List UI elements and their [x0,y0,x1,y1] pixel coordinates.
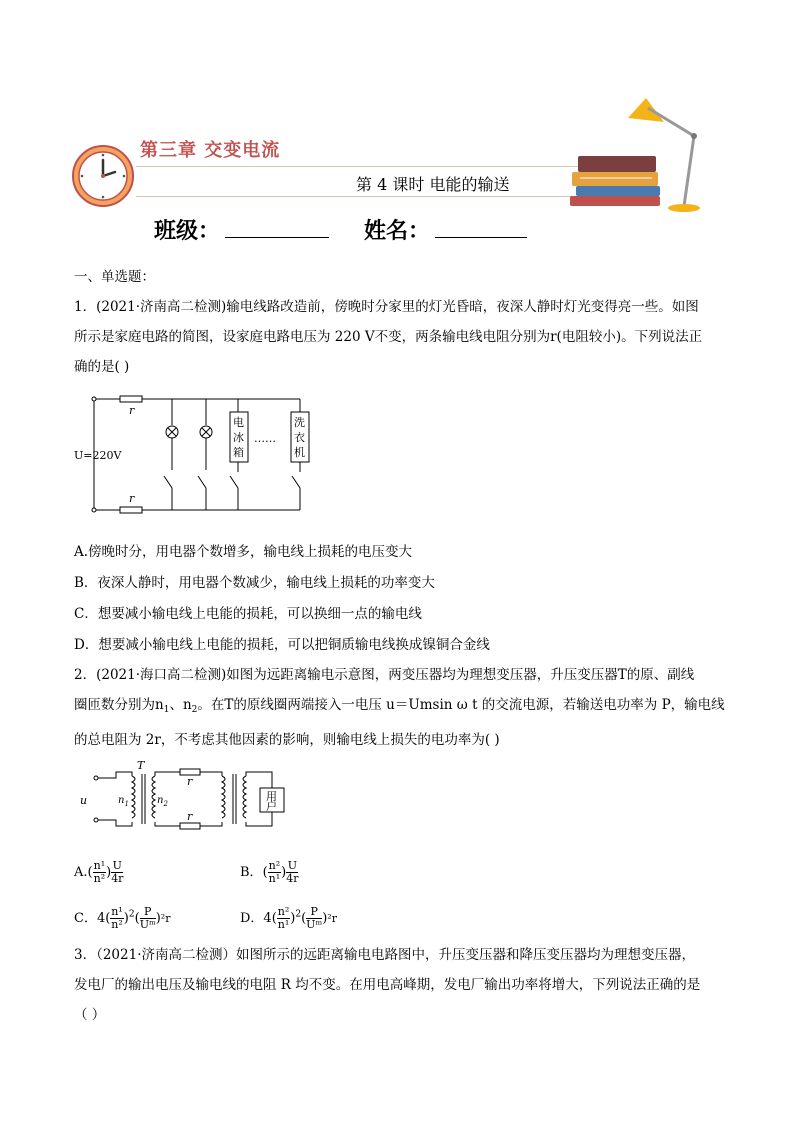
q2-b-frac [286,860,298,885]
q2-a-ratio-bottom: n² [93,872,106,885]
lesson-title: 第 4 课时 电能的输送 [356,175,510,194]
q2-c-ratio-bottom: n² [111,918,123,931]
class-blank[interactable] [225,217,329,238]
q1-line-1: 1．(2021·济南高二检测)输电线路改造前，傍晚时分家里的灯光昏暗，夜深人静时灯光变得亮一些。如图 [74,299,699,315]
clock-icon [70,144,136,208]
question-1 [74,296,734,378]
q1-option-c[interactable]: C．想要减小输电线上电能的损耗，可以换细一点的输电线 [74,606,422,622]
q2-d-frac-top: P [306,906,322,919]
q2-fig-n1-sub: 1 [124,800,129,808]
q1-washer-label-1: 洗 [294,416,305,429]
q2-b-ratio-bottom: n¹ [268,872,281,885]
q1-fridge-label-3: 箱 [233,446,244,459]
q2-c-frac-top: P [140,906,156,919]
q1-option-d[interactable]: D．想要减小输电线上电能的损耗，可以把铜质输电线换成镍铜合金线 [74,637,490,653]
q2-d-ratio-top: n² [277,905,290,918]
q1-line-3: 确的是( ) [74,359,130,375]
q3-line-3: （ ） [74,1007,106,1023]
q1-fridge-label-2: 冰 [233,431,244,444]
q2-n2-label [157,795,168,808]
section-heading: 一、单选题： [74,269,155,285]
q1-circuit-diagram [72,388,322,518]
class-field [154,214,329,245]
q2-option-c-label: C．4 [74,911,106,926]
question-2 [74,664,734,751]
q2-n1-label [118,795,129,808]
q2-fig-n2: n [157,795,164,806]
name-field [364,214,527,245]
q2-transmission-diagram [72,758,312,836]
q1-washer-label-3: 机 [294,446,305,459]
q2-a-ratio [93,860,107,885]
class-label: 班级： [154,219,221,244]
q2-n1: n [155,697,164,713]
q2-line-2 [74,694,734,721]
q2-option-d-label: D．4 [240,911,272,926]
q2-d-square: 2 [295,909,302,920]
q2-a-frac-bottom: 4r [111,872,124,885]
books-lamp-icon [566,92,712,214]
q1-voltage-label: U=220V [74,449,122,462]
q2-n2: n [182,697,192,713]
q2-d-ratio-bottom: n¹ [277,918,290,931]
q2-d-frac-bottom: Uᵐ [306,918,323,931]
q2-c-frac-bottom: Uᵐ [139,918,156,931]
q2-user-label-2: 户 [266,800,277,813]
q2-d-ratio [277,906,291,931]
q2-n1-sub: 1 [163,705,170,715]
q2-a-frac-top: U [112,859,122,872]
q2-option-c[interactable]: C．4( $\frac{\text{n¹}}{\text{n²}}$ )$^2$( $\frac{P}{\text{Uᵐ}}$ )²r [74,905,171,931]
q1-r-bottom-label: r [129,492,135,505]
q1-washer-label-2: 衣 [294,431,305,444]
q2-user-label-1: 用 [266,790,277,803]
q3-line-2: 发电厂的输出电压及输电线的电阻 R 均不变。在用电高峰期，发电厂输出功率将增大，下列说法正确的是 [74,977,701,993]
q2-b-frac-top: U [287,859,297,872]
q2-line-2-rest: 。在T的原线圈两端接入一电压 u＝Umsin ω t 的交流电源，若输送电功率为 P，输电线 [197,697,725,713]
q3-line-1: 3．（2021·济南高二检测）如图所示的远距离输电电路图中，升压变压器和降压变压器均为理想变压器， [74,947,695,963]
q2-option-a[interactable]: A.( $\frac{\text{n¹}}{\text{n²}}$ ) $\frac{U}{4r}$ [74,859,124,885]
q2-u-label: u [80,794,88,807]
q1-r-top-label: r [129,404,135,417]
q2-c-tail: ²r [160,912,171,925]
q2-option-b-label: B． [240,865,263,880]
q2-r-bottom-label: r [187,810,193,823]
q2-fig-n1: n [118,795,125,806]
q2-b-frac-bottom: 4r [286,872,299,885]
q2-option-a-label: A. [74,865,88,880]
q1-option-a[interactable]: A.傍晚时分，用电器个数增多，输电线上损耗的电压变大 [74,544,413,560]
q2-c-square: 2 [128,909,135,920]
q2-b-ratio [268,860,282,885]
q2-n2-sub: 2 [191,705,198,715]
q2-c-frac [140,906,156,931]
header-divider-bottom [136,196,606,197]
q2-T-label: T [137,759,145,772]
q1-option-b[interactable]: B．夜深人静时，用电器个数减少，输电线上损耗的功率变大 [74,575,435,591]
name-label: 姓名： [364,219,431,244]
q2-c-ratio [110,906,124,931]
q2-line-3: 的总电阻为 2r，不考虑其他因素的影响，则输电线上损失的电功率为( ) [74,732,500,748]
q2-c-ratio-top: n¹ [111,905,123,918]
q2-line-2-text: 圈匝数分别为 [74,697,155,713]
chapter-title: 第三章 交变电流 [140,140,281,161]
q1-line-2: 所示是家庭电路的简图，设家庭电路电压为 220 V不变，两条输电线电阻分别为r(电阻较小)。下列说法正 [74,329,703,345]
q2-r-top-label: r [187,775,193,788]
q2-a-frac [111,860,123,885]
q2-line-1: 2．(2021·海口高二检测)如图为远距离输电示意图，两变压器均为理想变压器，升压变压器T的原、副线 [74,667,695,683]
q2-fig-n2-sub: 2 [163,800,168,808]
q2-b-ratio-top: n² [268,859,281,872]
q2-a-ratio-top: n¹ [93,859,106,872]
q1-fridge-label-1: 电 [233,416,244,429]
q2-n-sep: 、 [169,697,183,713]
q2-option-d[interactable]: D．4( $\frac{\text{n²}}{\text{n¹}}$ )$^2$( $\frac{P}{\text{Uᵐ}}$ )²r [240,905,337,931]
q2-d-frac [306,906,322,931]
q2-option-b[interactable]: B．( $\frac{\text{n²}}{\text{n¹}}$ ) $\frac{U}{4r}$ [240,859,299,885]
question-3 [74,944,734,1026]
q2-d-tail: ²r [327,912,337,925]
name-blank[interactable] [435,217,527,238]
header-divider-top [136,166,606,167]
q1-ellipsis: …… [254,432,276,445]
